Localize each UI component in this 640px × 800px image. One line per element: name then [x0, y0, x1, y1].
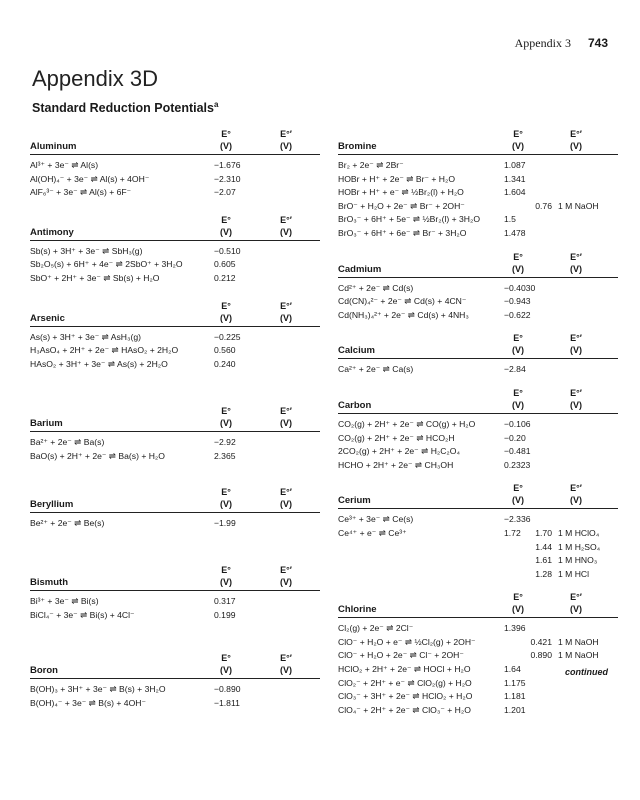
half-reaction: ClO₄⁻ + 2H⁺ + 2e⁻ ⇌ ClO₃⁻ + H₂O	[338, 704, 471, 715]
half-reaction: Cl₂(g) + 2e⁻ ⇌ 2Cl⁻	[338, 623, 414, 634]
reaction-row	[338, 418, 618, 432]
reaction-row	[338, 295, 618, 309]
half-reaction: BrO⁻ + H₂O + 2e⁻ ⇌ Br⁻ + 2OH⁻	[338, 200, 465, 211]
e0-column-header: E° (V)	[220, 300, 232, 323]
e0-value: −2.92	[214, 437, 236, 448]
reaction-row	[30, 609, 320, 623]
e0-value: −0.225	[214, 331, 241, 342]
e0-column-header: E° (V)	[220, 406, 232, 429]
half-reaction: Be²⁺ + 2e⁻ ⇌ Be(s)	[30, 517, 105, 528]
element-section-carbon	[338, 383, 618, 472]
reaction-row	[30, 450, 320, 464]
e0-column-header: E° (V)	[220, 129, 232, 151]
e0-value: 1.72	[504, 527, 521, 538]
condition-note: 1 M HCl	[558, 568, 590, 579]
e0-column-header: E° (V)	[512, 387, 524, 410]
e0-value: 0.240	[214, 358, 236, 369]
reaction-row	[338, 186, 618, 200]
e0-prime-value: 1.28	[535, 568, 552, 579]
e0-prime-column-header: E°′ (V)	[280, 214, 292, 237]
reaction-row	[338, 568, 618, 582]
reaction-row	[338, 227, 618, 241]
section-header	[338, 478, 618, 509]
half-reaction: 2CO₂(g) + 2H⁺ + 2e⁻ ⇌ H₂C₂O₄	[338, 446, 460, 457]
reaction-row	[30, 344, 320, 358]
page-number: 743	[587, 36, 608, 50]
e0-prime-value: 1.70	[535, 527, 552, 538]
section-header	[30, 648, 320, 679]
reaction-row	[30, 683, 320, 697]
section-header	[30, 124, 320, 155]
e0-column-header: E° (V)	[512, 333, 524, 356]
e0-prime-column-header: E°′ (V)	[570, 483, 582, 506]
e0-column-header: E° (V)	[512, 129, 524, 151]
e0-value: 1.64	[504, 664, 521, 675]
element-section-bromine	[338, 124, 618, 241]
half-reaction: As(s) + 3H⁺ + 3e⁻ ⇌ AsH₃(g)	[30, 331, 141, 342]
e0-value: −0.106	[504, 418, 531, 429]
e0-value: −2.310	[214, 173, 241, 184]
e0-value: 0.2323	[504, 459, 531, 470]
condition-note: 1 M H₂SO₄	[558, 541, 601, 552]
reaction-row	[338, 282, 618, 296]
e0-prime-column-header: E°′ (V)	[280, 653, 292, 676]
half-reaction: Ca²⁺ + 2e⁻ ⇌ Ca(s)	[338, 364, 414, 375]
e0-prime-column-header: E°′ (V)	[570, 333, 582, 356]
e0-value: 1.5	[504, 214, 516, 225]
e0-value: 0.212	[214, 272, 236, 283]
reaction-row	[338, 690, 618, 704]
reaction-row	[338, 159, 618, 173]
reaction-row	[30, 272, 320, 286]
element-section-chlorine	[338, 587, 618, 717]
e0-prime-column-header: E°′ (V)	[570, 592, 582, 615]
half-reaction: SbO⁺ + 2H⁺ + 3e⁻ ⇌ Sb(s) + H₂O	[30, 272, 160, 283]
element-name: Antimony	[30, 226, 74, 238]
section-header	[338, 247, 618, 278]
e0-prime-column-header: E°′ (V)	[280, 406, 292, 429]
half-reaction: BrO₃⁻ + 6H⁺ + 6e⁻ ⇌ Br⁻ + 3H₂O	[338, 227, 467, 238]
half-reaction: HCHO + 2H⁺ + 2e⁻ ⇌ CH₃OH	[338, 459, 454, 470]
running-head	[515, 36, 608, 51]
e0-value: 0.199	[214, 609, 236, 620]
reaction-row	[30, 186, 320, 200]
reaction-row	[338, 200, 618, 214]
element-section-cadmium	[338, 247, 618, 323]
reaction-row	[338, 622, 618, 636]
section-header	[30, 210, 320, 241]
e0-value: −0.510	[214, 245, 241, 256]
e0-value: −1.676	[214, 160, 241, 170]
condition-note: 1 M NaOH	[558, 636, 599, 647]
section-header	[30, 296, 320, 327]
half-reaction: CO₂(g) + 2H⁺ + 2e⁻ ⇌ CO(g) + H₂O	[338, 418, 476, 429]
e0-column-header: E° (V)	[512, 592, 524, 615]
half-reaction: CO₂(g) + 2H⁺ + 2e⁻ ⇌ HCO₂H	[338, 432, 455, 443]
right-column	[338, 124, 618, 717]
reaction-row	[30, 245, 320, 259]
element-section-barium	[30, 401, 320, 463]
condition-note: 1 M HNO₃	[558, 555, 598, 566]
element-name: Cerium	[338, 495, 371, 507]
e0-prime-column-header: E°′ (V)	[570, 129, 582, 151]
element-section-bismuth	[30, 560, 320, 622]
half-reaction: Sb₂O₅(s) + 6H⁺ + 4e⁻ ⇌ 2SbO⁺ + 3H₂O	[30, 259, 183, 270]
condition-note: 1 M NaOH	[558, 200, 599, 211]
half-reaction: Br₂ + 2e⁻ ⇌ 2Br⁻	[338, 160, 404, 170]
left-column	[30, 124, 320, 711]
element-name: Calcium	[338, 345, 375, 357]
e0-column-header: E° (V)	[512, 251, 524, 274]
half-reaction: ClO₂⁻ + 2H⁺ + e⁻ ⇌ ClO₂(g) + H₂O	[338, 677, 472, 688]
half-reaction: Ce⁴⁺ + e⁻ ⇌ Ce³⁺	[338, 527, 407, 538]
reaction-row	[338, 213, 618, 227]
element-section-aluminum	[30, 124, 320, 200]
e0-prime-column-header: E°′ (V)	[280, 565, 292, 588]
e0-value: −2.336	[504, 514, 531, 525]
half-reaction: Ba²⁺ + 2e⁻ ⇌ Ba(s)	[30, 437, 105, 448]
e0-value: 2.365	[214, 450, 236, 461]
e0-column-header: E° (V)	[220, 486, 232, 509]
reaction-row	[30, 358, 320, 372]
e0-value: −2.07	[214, 187, 236, 198]
e0-value: 1.604	[504, 187, 526, 198]
element-name: Aluminum	[30, 141, 77, 152]
reaction-row	[30, 331, 320, 345]
half-reaction: HOBr + H⁺ + e⁻ ⇌ ½Br₂(l) + H₂O	[338, 187, 464, 198]
half-reaction: Cd(CN)₄²⁻ + 2e⁻ ⇌ Cd(s) + 4CN⁻	[338, 296, 467, 307]
footnote-marker: a	[213, 100, 219, 109]
section-header	[30, 482, 320, 513]
e0-value: 1.201	[504, 704, 526, 715]
section-header	[30, 560, 320, 591]
reaction-row	[338, 541, 618, 555]
reaction-row	[338, 513, 618, 527]
table-subtitle: Standard Reduction Potentials$^a$	[32, 100, 219, 116]
reaction-row	[30, 159, 320, 173]
e0-prime-column-header: E°′ (V)	[280, 486, 292, 509]
half-reaction: B(OH)₄⁻ + 3e⁻ ⇌ B(s) + 4OH⁻	[30, 697, 147, 708]
e0-value: 1.396	[504, 623, 526, 634]
e0-value: 1.478	[504, 227, 526, 238]
continued-label: continued	[565, 667, 608, 677]
reaction-row	[30, 517, 320, 531]
element-section-cerium	[338, 478, 618, 581]
half-reaction: BaO(s) + 2H⁺ + 2e⁻ ⇌ Ba(s) + H₂O	[30, 450, 165, 461]
e0-value: −0.20	[504, 432, 526, 443]
e0-column-header: E° (V)	[220, 565, 232, 588]
e0-prime-column-header: E°′ (V)	[570, 251, 582, 274]
reaction-row	[338, 173, 618, 187]
reaction-row	[338, 309, 618, 323]
condition-note: 1 M NaOH	[558, 650, 599, 661]
section-header	[338, 587, 618, 618]
element-name: Barium	[30, 418, 63, 430]
e0-value: 1.341	[504, 173, 526, 184]
half-reaction: HOBr + H⁺ + 2e⁻ ⇌ Br⁻ + H₂O	[338, 173, 456, 184]
reaction-row	[30, 258, 320, 272]
element-section-arsenic	[30, 296, 320, 372]
e0-value: 1.087	[504, 160, 526, 170]
element-section-calcium	[338, 328, 618, 377]
e0-value: −0.943	[504, 296, 531, 307]
half-reaction: ClO⁻ + H₂O + e⁻ ⇌ ½Cl₂(g) + 2OH⁻	[338, 636, 476, 647]
half-reaction: AlF₆³⁻ + 3e⁻ ⇌ Al(s) + 6F⁻	[30, 187, 132, 198]
section-header	[338, 124, 618, 155]
page-title: Appendix 3D	[32, 66, 158, 91]
e0-column-header: E° (V)	[220, 214, 232, 237]
e0-prime-value: 0.421	[530, 636, 552, 647]
element-name: Bismuth	[30, 577, 68, 589]
half-reaction: BrO₃⁻ + 6H⁺ + 5e⁻ ⇌ ½Br₂(l) + 3H₂O	[338, 214, 481, 225]
element-name: Arsenic	[30, 312, 65, 324]
half-reaction: Cd²⁺ + 2e⁻ ⇌ Cd(s)	[338, 282, 414, 293]
half-reaction: Sb(s) + 3H⁺ + 3e⁻ ⇌ SbH₃(g)	[30, 245, 143, 256]
reaction-row	[338, 704, 618, 718]
e0-value: 1.181	[504, 691, 526, 702]
reaction-row	[338, 649, 618, 663]
running-head-section: Appendix 3	[514, 36, 571, 50]
half-reaction: Bi³⁺ + 3e⁻ ⇌ Bi(s)	[30, 596, 99, 607]
e0-value: −0.622	[504, 309, 531, 320]
e0-value: 1.175	[504, 677, 526, 688]
e0-column-header: E° (V)	[220, 653, 232, 676]
reaction-row	[338, 445, 618, 459]
reaction-row	[338, 554, 618, 568]
half-reaction: HClO₂ + 2H⁺ + 2e⁻ ⇌ HOCl + H₂O	[338, 664, 471, 675]
half-reaction: B(OH)₃ + 3H⁺ + 3e⁻ ⇌ B(s) + 3H₂O	[30, 684, 166, 695]
e0-value: 0.605	[214, 259, 236, 270]
e0-value: −1.99	[214, 517, 236, 528]
half-reaction: Al³⁺ + 3e⁻ ⇌ Al(s)	[30, 160, 99, 170]
element-name: Carbon	[338, 399, 372, 411]
e0-column-header: E° (V)	[512, 483, 524, 506]
reaction-row	[338, 432, 618, 446]
reaction-row	[338, 459, 618, 473]
element-section-beryllium	[30, 482, 320, 531]
e0-value: −2.84	[504, 364, 526, 375]
e0-prime-value: 0.76	[535, 200, 552, 211]
reaction-row	[30, 595, 320, 609]
element-name: Bromine	[338, 141, 377, 152]
half-reaction: Al(OH)₄⁻ + 3e⁻ ⇌ Al(s) + 4OH⁻	[30, 173, 150, 184]
element-name: Chlorine	[338, 604, 377, 616]
section-header	[338, 328, 618, 359]
reaction-row	[338, 363, 618, 377]
section-header	[30, 401, 320, 432]
half-reaction: Ce³⁺ + 3e⁻ ⇌ Ce(s)	[338, 514, 414, 525]
reaction-row	[30, 436, 320, 450]
half-reaction: BiCl₄⁻ + 3e⁻ ⇌ Bi(s) + 4Cl⁻	[30, 609, 135, 620]
reaction-row	[338, 636, 618, 650]
e0-value: −0.890	[214, 684, 241, 695]
e0-value: −0.481	[504, 446, 531, 457]
element-name: Boron	[30, 665, 58, 677]
e0-value: −1.811	[214, 697, 240, 708]
reaction-row	[30, 173, 320, 187]
e0-prime-column-header: E°′ (V)	[280, 300, 292, 323]
half-reaction: ClO⁻ + H₂O + 2e⁻ ⇌ Cl⁻ + 2OH⁻	[338, 650, 464, 661]
e0-value: 0.560	[214, 345, 236, 356]
e0-prime-value: 1.61	[535, 555, 552, 566]
section-header	[338, 383, 618, 414]
half-reaction: ClO₃⁻ + 3H⁺ + 2e⁻ ⇌ HClO₂ + H₂O	[338, 691, 473, 702]
e0-value: −0.4030	[504, 282, 536, 293]
e0-prime-value: 1.44	[535, 541, 552, 552]
e0-prime-value: 0.890	[530, 650, 552, 661]
half-reaction: HAsO₂ + 3H⁺ + 3e⁻ ⇌ As(s) + 2H₂O	[30, 358, 168, 369]
element-section-antimony	[30, 210, 320, 286]
reaction-row	[338, 677, 618, 691]
e0-prime-column-header: E°′ (V)	[280, 129, 292, 151]
reaction-row	[338, 527, 618, 541]
element-name: Beryllium	[30, 498, 74, 510]
element-section-boron	[30, 648, 320, 710]
half-reaction: Cd(NH₃)₄²⁺ + 2e⁻ ⇌ Cd(s) + 4NH₃	[338, 309, 469, 320]
reaction-row	[30, 697, 320, 711]
half-reaction: H₃AsO₄ + 2H⁺ + 2e⁻ ⇌ HAsO₂ + 2H₂O	[30, 345, 179, 356]
condition-note: 1 M HClO₄	[558, 527, 600, 538]
element-name: Cadmium	[338, 263, 382, 275]
e0-value: 0.317	[214, 596, 236, 607]
e0-prime-column-header: E°′ (V)	[570, 387, 582, 410]
